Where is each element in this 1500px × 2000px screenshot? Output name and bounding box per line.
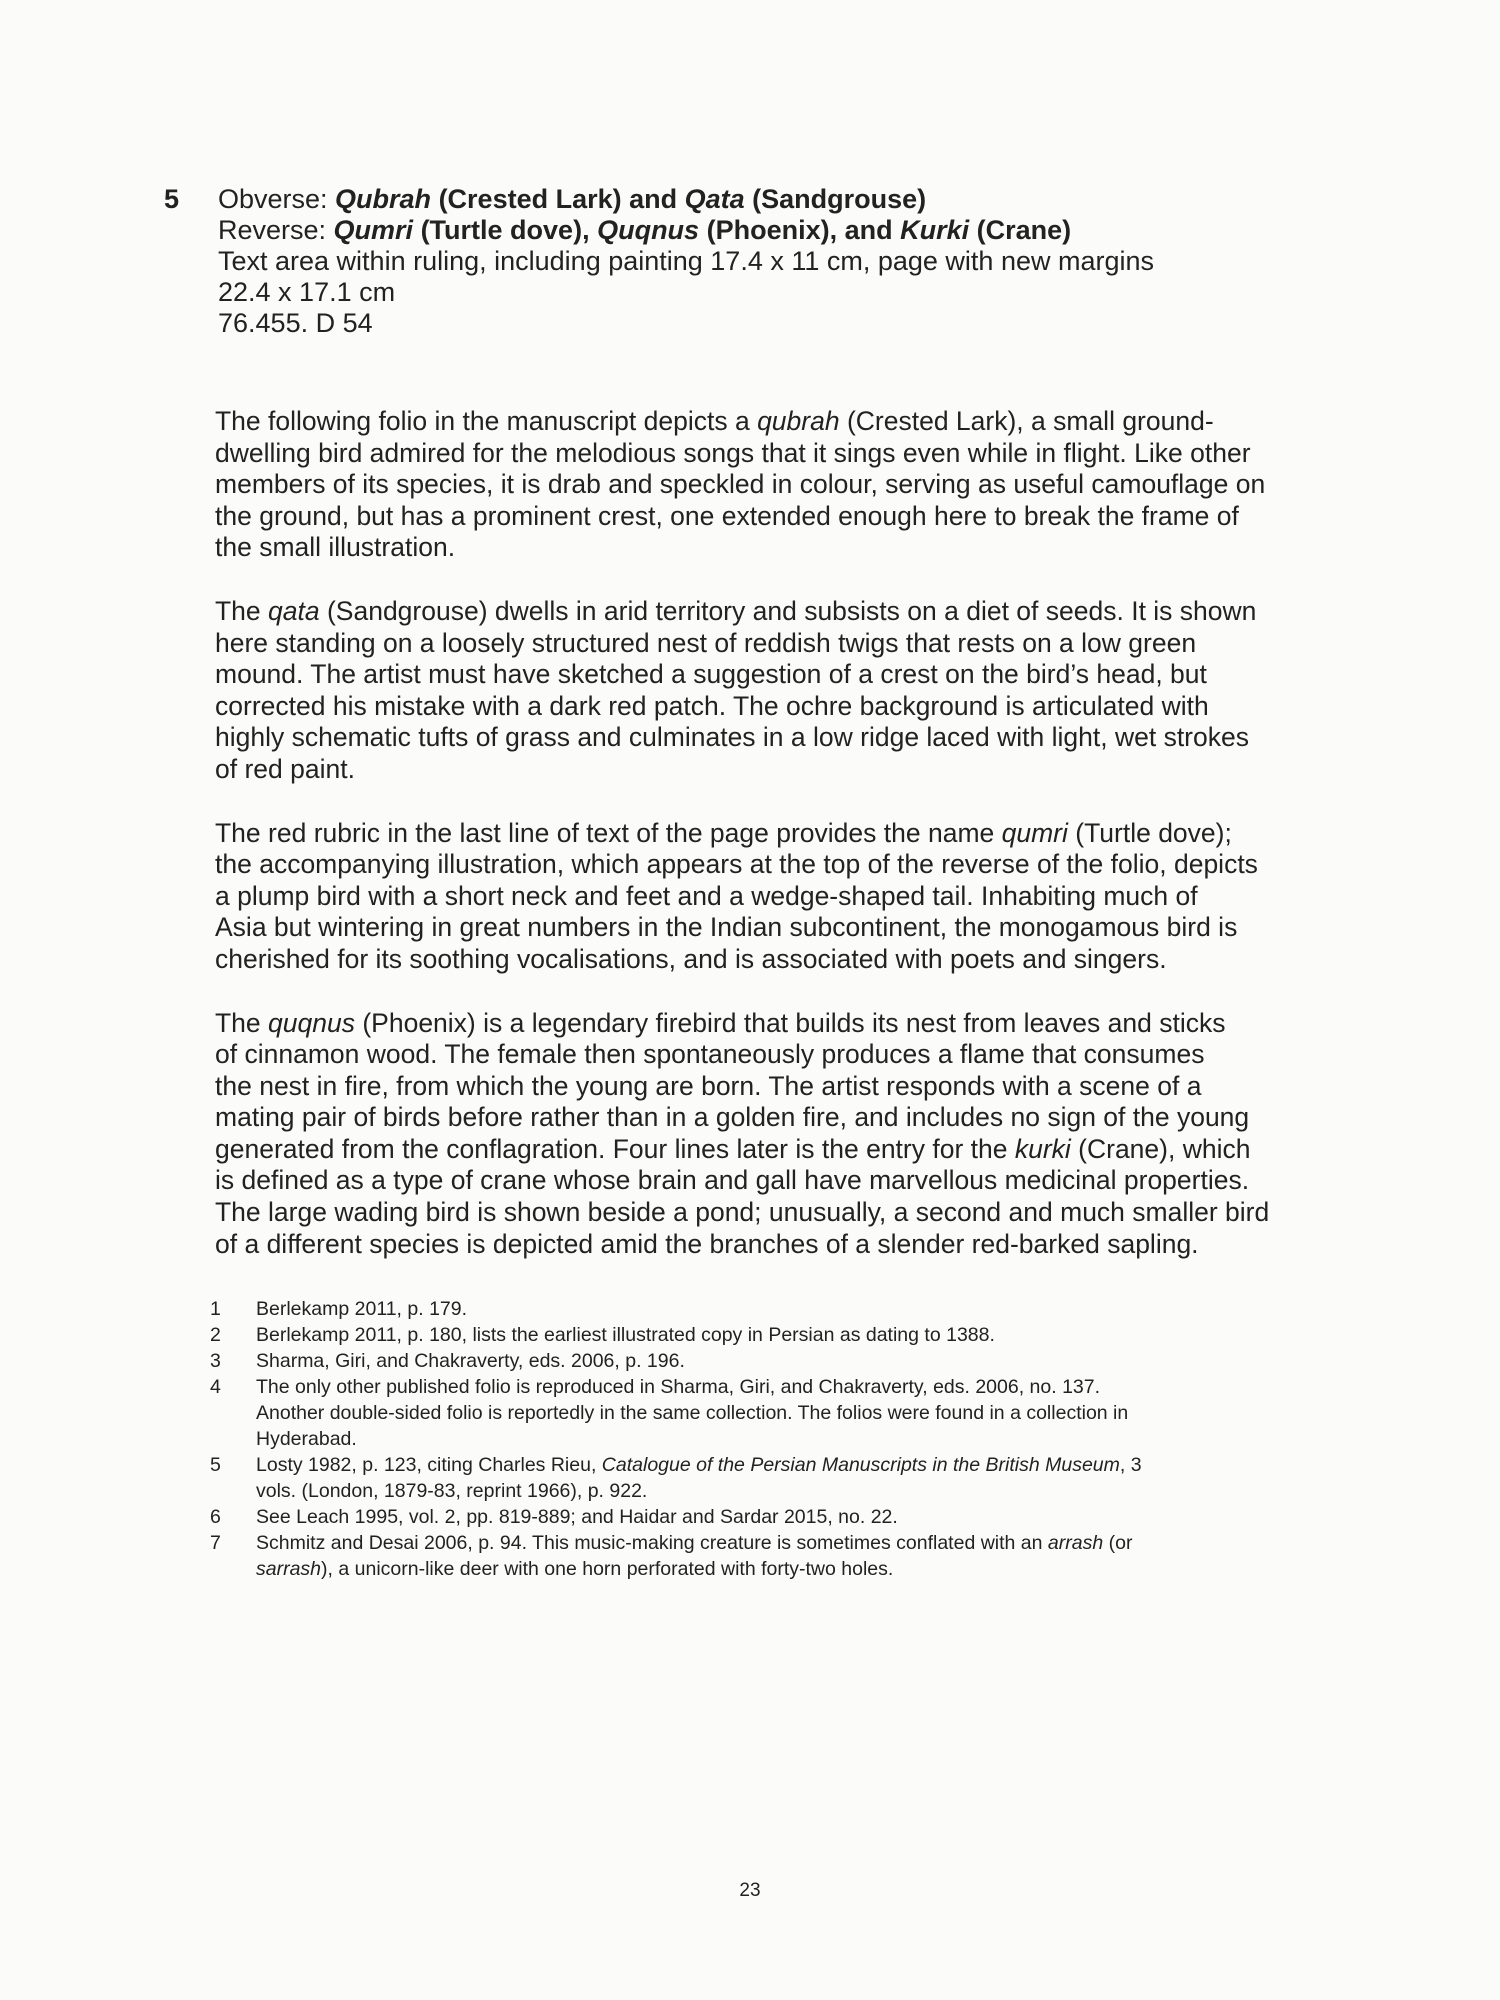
entry-details [218,184,1154,339]
footnote-line: Another double-sided folio is reportedly in the same collection. The folios were found in a collection in [256,1402,1129,1424]
footnote [210,1530,1320,1582]
footnote-line: Losty 1982, p. 123, citing Charles Rieu, Catalogue of the Persian Manuscripts in the British Museum, 3 [256,1454,1142,1476]
footnote-number: 4 [210,1376,221,1398]
text-line: the nest in fire, from which the young are born. The artist responds with a scene of a [215,1070,1202,1101]
title-italic-term: Qumri [333,215,414,245]
body-paragraph [215,818,1315,976]
title-text: (Phoenix), and [699,215,901,245]
footnote-number: 6 [210,1506,221,1528]
text-line: mound. The artist must have sketched a suggestion of a crest on the bird’s head, but [215,659,1207,690]
text-line: The qata (Sandgrouse) dwells in arid territory and subsists on a diet of seeds. It is shown [215,595,1257,626]
title-text: (Crested Lark) and [431,184,685,214]
text-line: mating pair of birds before rather than in a golden fire, and includes no sign of the young [215,1102,1250,1133]
footnote-number: 7 [210,1532,221,1554]
footnote-line: Berlekamp 2011, p. 180, lists the earliest illustrated copy in Persian as dating to 1388. [256,1324,995,1346]
reverse-line [218,215,1154,246]
footnote-text [256,1348,685,1374]
text-line: Asia but wintering in great numbers in the Indian subcontinent, the monogamous bird is [215,912,1238,943]
entry-number: 5 [164,184,180,214]
footnote-number: 2 [210,1324,221,1346]
reverse-label: Reverse: [218,215,334,245]
title-italic-term: Kurki [900,215,970,245]
text-line: of red paint. [215,753,355,784]
footnote-text [256,1452,1142,1504]
italic-term: kurki [1014,1133,1071,1164]
footnote [210,1322,1320,1348]
body-paragraph [215,406,1315,564]
italic-term: qata [268,595,320,626]
footnote-line: Schmitz and Desai 2006, p. 94. This music-making creature is sometimes conflated with an arrash (or [256,1532,1133,1554]
body-text [215,406,1315,1292]
footnote [210,1296,1320,1322]
footnote-line: Berlekamp 2011, p. 179. [256,1298,468,1320]
reverse-title [334,215,1072,245]
footnote-line: Hyderabad. [256,1428,357,1450]
body-paragraph [215,1008,1315,1261]
text-line: of cinnamon wood. The female then spontaneously produces a flame that consumes [215,1039,1205,1070]
title-text: (Crane) [969,215,1072,245]
footnote-text [256,1530,1132,1582]
obverse-label: Obverse: [218,184,336,214]
text-line: The large wading bird is shown beside a pond; unusually, a second and much smaller bird [215,1197,1270,1228]
dimensions-line: Text area within ruling, including painting 17.4 x 11 cm, page with new margins [218,246,1155,276]
text-line: here standing on a loosely structured nest of reddish twigs that rests on a low green [215,627,1197,658]
text-line: corrected his mistake with a dark red patch. The ochre background is articulated with [215,690,1209,721]
footnote-text [256,1296,467,1322]
text-line: the accompanying illustration, which appears at the top of the reverse of the folio, depicts [215,849,1258,880]
footnotes [210,1296,1320,1582]
text-line: The quqnus (Phoenix) is a legendary firebird that builds its nest from leaves and sticks [215,1007,1226,1038]
body-paragraph [215,596,1315,786]
accession-number: 76.455. D 54 [218,308,373,338]
title-italic-term: Qubrah [335,184,432,214]
text-line: of a different species is depicted amid the branches of a slender red-barked sapling. [215,1228,1199,1259]
text-line: cherished for its soothing vocalisations, and is associated with poets and singers. [215,943,1167,974]
footnote-text [256,1504,898,1530]
text-line: generated from the conflagration. Four lines later is the entry for the kurki (Crane), which [215,1133,1251,1164]
text-line: dwelling bird admired for the melodious songs that it sings even while in flight. Like other [215,437,1251,468]
footnote [210,1504,1320,1530]
footnote-text [256,1374,1128,1452]
footnote [210,1348,1320,1374]
footnote [210,1374,1320,1452]
text-line: highly schematic tufts of grass and culminates in a low ridge laced with light, wet strokes [215,722,1249,753]
italic-term: qubrah [757,406,840,436]
italic-term: quqnus [268,1007,355,1038]
text-line: members of its species, it is drab and speckled in colour, serving as useful camouflage on [215,469,1266,500]
text-line: the ground, but has a prominent crest, one extended enough here to break the frame of [215,500,1239,531]
footnote-line: See Leach 1995, vol. 2, pp. 819-889; and Haidar and Sardar 2015, no. 22. [256,1506,898,1528]
footnote-number: 5 [210,1454,221,1476]
obverse-line [218,184,1154,215]
page-number: 23 [739,1880,761,1901]
italic-term: qumri [1001,817,1068,848]
footnote [210,1452,1320,1504]
footnote-line: Sharma, Giri, and Chakraverty, eds. 2006, p. 196. [256,1350,685,1372]
footnote-text [256,1322,995,1348]
footnote-line: vols. (London, 1879-83, reprint 1966), p. 922. [256,1480,648,1502]
italic-term: sarrash [256,1558,322,1580]
footnote-line: sarrash), a unicorn-like deer with one horn perforated with forty-two holes. [256,1558,894,1580]
text-line: is defined as a type of crane whose brain and gall have marvellous medicinal properties. [215,1165,1250,1196]
title-text: (Sandgrouse) [744,184,927,214]
footnote-number: 3 [210,1350,221,1372]
text-line: the small illustration. [215,532,456,563]
text-line: a plump bird with a short neck and feet and a wedge-shaped tail. Inhabiting much of [215,880,1198,911]
text-line: The following folio in the manuscript depicts a qubrah (Crested Lark), a small ground- [215,406,1214,436]
dimensions-line-cont: 22.4 x 17.1 cm [218,277,396,307]
italic-term: Catalogue of the Persian Manuscripts in the British Museum [601,1454,1120,1476]
title-italic-term: Qata [684,184,745,214]
footnote-number: 1 [210,1298,221,1320]
text-line: The red rubric in the last line of text of the page provides the name qumri (Turtle dove); [215,817,1232,848]
italic-term: arrash [1047,1532,1104,1554]
footnote-line: The only other published folio is reproduced in Sharma, Giri, and Chakraverty, eds. 2006, no. 137. [256,1376,1101,1398]
title-italic-term: Quqnus [597,215,700,245]
obverse-title [335,184,926,214]
title-text: (Turtle dove), [413,215,598,245]
